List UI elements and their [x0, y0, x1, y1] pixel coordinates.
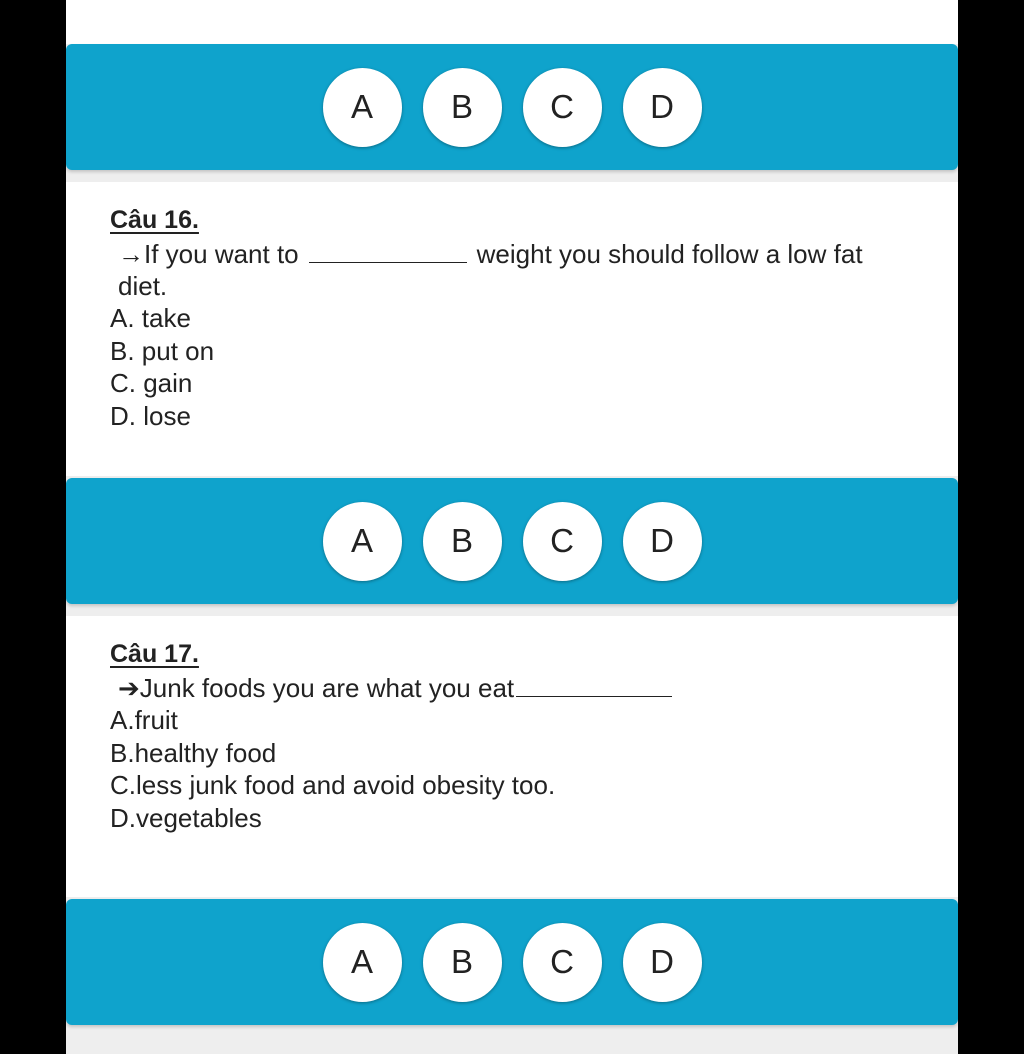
- question-title: Câu 17.: [110, 640, 199, 668]
- answer-button-c[interactable]: C: [523, 502, 602, 581]
- answer-button-d[interactable]: D: [623, 923, 702, 1002]
- answer-button-b[interactable]: B: [423, 68, 502, 147]
- answer-bar-17: [66, 899, 958, 1025]
- question-card-17: [66, 616, 958, 897]
- previous-card-bottom: [66, 0, 958, 44]
- question-card-16: [66, 182, 958, 476]
- option-d: D. lose: [110, 400, 191, 431]
- answer-button-a[interactable]: A: [323, 68, 402, 147]
- answer-button-b[interactable]: B: [423, 923, 502, 1002]
- answer-blank: [516, 676, 672, 697]
- answer-bar-16: [66, 478, 958, 604]
- answer-button-c[interactable]: C: [523, 68, 602, 147]
- answer-blank: [309, 242, 467, 263]
- option-b: B. put on: [110, 335, 215, 366]
- answer-button-d[interactable]: D: [623, 502, 702, 581]
- prompt-after: weight you should follow a low fat: [476, 239, 863, 269]
- option-c: C.less junk food and avoid obesity too.: [110, 770, 556, 800]
- answer-button-a[interactable]: A: [323, 923, 402, 1002]
- option-a: A. take: [110, 303, 191, 333]
- answer-button-d[interactable]: D: [623, 68, 702, 147]
- answer-bar-prev: [66, 44, 958, 170]
- question-title: Câu 16.: [110, 206, 199, 234]
- question-prompt: [110, 238, 914, 302]
- answer-button-a[interactable]: A: [323, 502, 402, 581]
- option-a: A.fruit: [110, 705, 178, 735]
- quiz-page: [66, 0, 958, 1054]
- answer-button-c[interactable]: C: [523, 923, 602, 1002]
- option-c: C. gain: [110, 368, 193, 398]
- prompt-wrap: diet.: [118, 271, 168, 301]
- prompt-before: ➔Junk foods you are what you eat: [118, 673, 515, 703]
- option-b: B.healthy food: [110, 737, 277, 768]
- option-d: D.vegetables: [110, 802, 262, 833]
- prompt-before: →If you want to: [118, 239, 299, 269]
- answer-button-b[interactable]: B: [423, 502, 502, 581]
- question-prompt: [110, 672, 914, 704]
